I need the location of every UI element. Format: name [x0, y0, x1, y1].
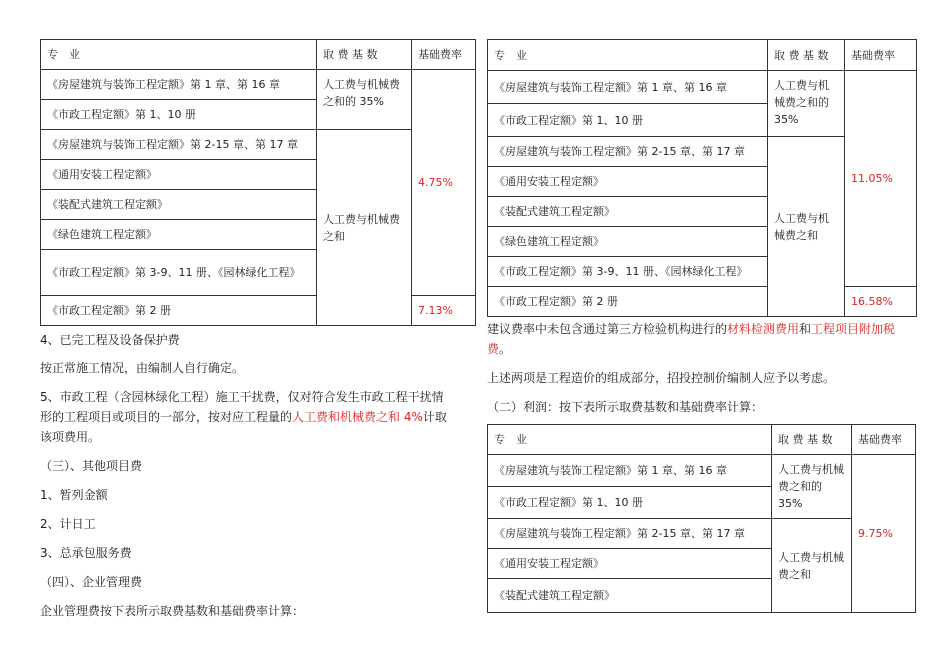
table-row: 《绿色建筑工程定额》	[488, 227, 768, 257]
paragraph: 上述两项是工程造价的组成部分，招投控制价编制人应予以考虑。	[487, 371, 836, 385]
table-row: 《绿色建筑工程定额》	[41, 220, 317, 250]
header-base: 取 费 基 数	[768, 40, 845, 71]
base-cell: 人工费与机械费之和	[768, 137, 845, 317]
table-row: 《房屋建筑与装饰工程定额》第 1 章、第 16 章	[41, 70, 317, 100]
paragraph: 3、总承包服务费	[40, 546, 132, 560]
paragraph: 企业管理费按下表所示取费基数和基础费率计算：	[40, 604, 305, 618]
paragraph: （四）、企业管理费	[40, 575, 143, 589]
table-row: 《装配式建筑工程定额》	[488, 197, 768, 227]
paragraph	[40, 407, 447, 427]
highlight-text: 人工费和机械费之和 4%	[292, 410, 423, 424]
left-fee-table	[40, 39, 476, 326]
base-cell: 人工费与机械费之和的 35%	[772, 455, 852, 519]
highlight-text: 费	[487, 342, 500, 356]
table-row: 《房屋建筑与装饰工程定额》第 1 章、第 16 章	[488, 71, 768, 104]
table-row: 《房屋建筑与装饰工程定额》第 2-15 章、第 17 章	[41, 130, 317, 160]
base-cell: 人工费与机械费之和的 35%	[317, 70, 412, 130]
paragraph: 1、暂列金额	[40, 488, 108, 502]
text: 建议费率中未包含通过第三方检验机构进行的	[487, 322, 728, 336]
text: 计取	[422, 410, 447, 424]
rate-cell: 11.05%	[845, 71, 917, 287]
table-row: 《通用安装工程定额》	[488, 167, 768, 197]
table-row: 《房屋建筑与装饰工程定额》第 1 章、第 16 章	[488, 455, 772, 487]
header-major: 专 业	[41, 40, 317, 70]
right-fee-table	[487, 39, 917, 317]
table-row: 《市政工程定额》第 3-9、11 册、《园林绿化工程》	[488, 257, 768, 287]
table-row: 《市政工程定额》第 1、10 册	[488, 487, 772, 519]
header-rate: 基础费率	[852, 425, 916, 455]
rate-cell: 7.13%	[412, 296, 476, 326]
text: 形的工程项目或项目的一部分，按对应工程量的	[40, 410, 293, 424]
header-rate: 基础费率	[412, 40, 476, 70]
table-row: 《市政工程定额》第 2 册	[41, 296, 317, 326]
table-row: 《市政工程定额》第 1、10 册	[488, 104, 768, 137]
text: 。	[499, 342, 512, 356]
header-base: 取 费 基 数	[772, 425, 852, 455]
paragraph	[487, 319, 895, 339]
table-row: 《市政工程定额》第 3-9、11 册、《园林绿化工程》	[41, 250, 317, 296]
table-row: 《市政工程定额》第 1、10 册	[41, 100, 317, 130]
header-major: 专 业	[488, 40, 768, 71]
rate-cell: 16.58%	[845, 287, 917, 317]
base-cell: 人工费与机械费之和	[317, 130, 412, 326]
highlight-text: 材料检测费用	[727, 322, 800, 336]
paragraph: 按正常施工情况，由编制人自行确定。	[40, 361, 245, 375]
rate-cell: 9.75%	[852, 455, 916, 613]
profit-fee-table	[487, 424, 916, 613]
paragraph: （二）利润：按下表所示取费基数和基础费率计算：	[487, 400, 764, 414]
text: 和	[799, 322, 812, 336]
highlight-text: 工程项目附加税	[811, 322, 896, 336]
header-major: 专 业	[488, 425, 772, 455]
paragraph: 5、市政工程（含园林绿化工程）施工干扰费，仅对符合发生市政工程干扰情	[40, 390, 444, 404]
rate-cell: 4.75%	[412, 70, 476, 296]
table-row: 《房屋建筑与装饰工程定额》第 2-15 章、第 17 章	[488, 137, 768, 167]
paragraph: 2、计日工	[40, 517, 96, 531]
paragraph	[487, 339, 511, 359]
paragraph: （三）、其他项目费	[40, 459, 143, 473]
base-cell: 人工费与机械费之和	[772, 519, 852, 613]
table-row: 《装配式建筑工程定额》	[488, 579, 772, 613]
table-row: 《房屋建筑与装饰工程定额》第 2-15 章、第 17 章	[488, 519, 772, 549]
table-row: 《通用安装工程定额》	[41, 160, 317, 190]
table-row: 《装配式建筑工程定额》	[41, 190, 317, 220]
header-base: 取 费 基 数	[317, 40, 412, 70]
base-cell: 人工费与机械费之和的 35%	[768, 71, 845, 137]
paragraph: 该项费用。	[40, 430, 101, 444]
table-row: 《市政工程定额》第 2 册	[488, 287, 768, 317]
header-rate: 基础费率	[845, 40, 917, 71]
table-row: 《通用安装工程定额》	[488, 549, 772, 579]
paragraph: 4、已完工程及设备保护费	[40, 333, 180, 347]
